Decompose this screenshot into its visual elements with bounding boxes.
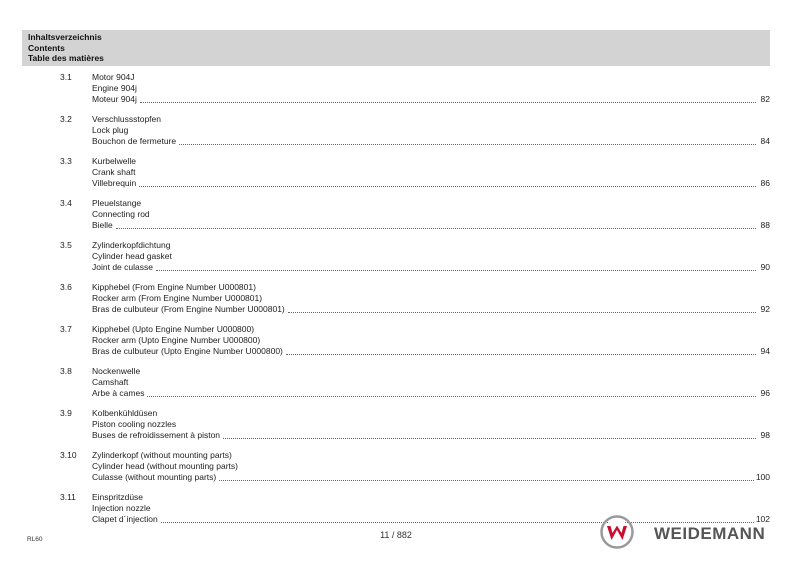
toc-entry[interactable] xyxy=(22,363,770,405)
toc-entry[interactable] xyxy=(22,447,770,489)
toc-entry[interactable] xyxy=(22,237,770,279)
dot-leader xyxy=(288,311,756,313)
toc-entry-title-de: Motor 904J xyxy=(92,72,135,82)
toc-entry-page[interactable]: 94 xyxy=(760,346,770,356)
toc-list xyxy=(22,69,770,531)
toc-entry-page[interactable]: 102 xyxy=(755,514,770,524)
toc-entry-title-fr: Villebrequin xyxy=(92,178,137,188)
toc-entry-title-de: Kolbenkühldüsen xyxy=(92,408,158,418)
toc-entry-number: 3.10 xyxy=(60,450,77,460)
toc-entry-title-en: Camshaft xyxy=(92,377,129,387)
toc-entry-page[interactable]: 86 xyxy=(760,178,770,188)
toc-entry-title-de: Kipphebel (Upto Engine Number U000800) xyxy=(92,324,255,334)
toc-entry-title-fr: Joint de culasse xyxy=(92,262,153,272)
toc-entry-number: 3.7 xyxy=(60,324,72,334)
toc-entry-title-en: Lock plug xyxy=(92,125,129,135)
toc-entry-title-en: Cylinder head (without mounting parts) xyxy=(92,461,238,471)
toc-entry-title-fr: Bielle xyxy=(92,220,113,230)
toc-entry-title-de: Einspritzdüse xyxy=(92,492,144,502)
toc-entry-title-fr: Bras de culbuteur (From Engine Number U000801) xyxy=(92,304,285,314)
dot-leader xyxy=(161,521,754,523)
toc-entry-title-en: Crank shaft xyxy=(92,167,136,177)
toc-entry[interactable] xyxy=(22,153,770,195)
toc-entry-title-de: Zylinderkopf (without mounting parts) xyxy=(92,450,232,460)
toc-entry-title-de: Nockenwelle xyxy=(92,366,141,376)
weidemann-logo-icon xyxy=(600,515,634,549)
toc-entry-title-fr: Bouchon de fermeture xyxy=(92,136,177,146)
toc-entry-page[interactable]: 82 xyxy=(760,94,770,104)
toc-entry-title-en: Connecting rod xyxy=(92,209,150,219)
document-code: RL60 xyxy=(27,536,43,543)
toc-entry[interactable] xyxy=(22,405,770,447)
toc-entry-title-de: Zylinderkopfdichtung xyxy=(92,240,171,250)
toc-entry-number: 3.9 xyxy=(60,408,72,418)
toc-entry-title-en: Rocker arm (From Engine Number U000801) xyxy=(92,293,263,303)
toc-entry-number: 3.4 xyxy=(60,198,72,208)
toc-entry-title-en: Piston cooling nozzles xyxy=(92,419,177,429)
toc-entry-number: 3.6 xyxy=(60,282,72,292)
dot-leader xyxy=(223,437,756,439)
toc-entry-title-fr: Clapet d´injection xyxy=(92,514,158,524)
toc-entry-title-de: Kipphebel (From Engine Number U000801) xyxy=(92,282,256,292)
dot-leader xyxy=(179,143,756,145)
toc-entry-title-de: Verschlussstopfen xyxy=(92,114,161,124)
toc-entry[interactable] xyxy=(22,321,770,363)
toc-entry-title-fr: Moteur 904j xyxy=(92,94,137,104)
toc-entry-number: 3.8 xyxy=(60,366,72,376)
toc-entry-title-en: Cylinder head gasket xyxy=(92,251,172,261)
header-title-de: Inhaltsverzeichnis xyxy=(28,32,102,42)
toc-entry-page[interactable]: 100 xyxy=(755,472,770,482)
toc-entry-title-fr: Buses de refroidissement à piston xyxy=(92,430,221,440)
toc-entry-title-fr: Bras de culbuteur (Upto Engine Number U000800) xyxy=(92,346,283,356)
toc-entry-number: 3.3 xyxy=(60,156,72,166)
toc-entry-page[interactable]: 98 xyxy=(760,430,770,440)
toc-entry-number: 3.2 xyxy=(60,114,72,124)
toc-entry-title-en: Engine 904j xyxy=(92,83,137,93)
dot-leader xyxy=(116,227,756,229)
header-title-fr: Table des matières xyxy=(28,53,104,63)
toc-entry-number: 3.11 xyxy=(60,492,76,502)
toc-entry-title-en: Injection nozzle xyxy=(92,503,151,513)
dot-leader xyxy=(156,269,756,271)
toc-entry-page[interactable]: 88 xyxy=(760,220,770,230)
toc-entry-title-de: Pleuelstange xyxy=(92,198,142,208)
toc-entry-page[interactable]: 90 xyxy=(760,262,770,272)
toc-entry-title-fr: Arbe à cames xyxy=(92,388,145,398)
dot-leader xyxy=(219,479,754,481)
dot-leader xyxy=(139,185,756,187)
brand-name: WEIDEMANN xyxy=(654,524,766,543)
header-title-en: Contents xyxy=(28,42,65,53)
toc-entry-number: 3.5 xyxy=(60,240,72,250)
toc-entry-number: 3.1 xyxy=(60,72,72,82)
toc-entry-page[interactable]: 92 xyxy=(760,304,770,314)
dot-leader xyxy=(147,395,756,397)
page-indicator: 11 / 882 xyxy=(380,530,412,540)
toc-entry[interactable] xyxy=(22,69,770,111)
dot-leader xyxy=(286,353,756,355)
toc-entry[interactable] xyxy=(22,195,770,237)
toc-entry-title-fr: Culasse (without mounting parts) xyxy=(92,472,217,482)
toc-entry[interactable] xyxy=(22,111,770,153)
toc-entry-title-de: Kurbelwelle xyxy=(92,156,136,166)
toc-entry[interactable] xyxy=(22,279,770,321)
toc-entry-page[interactable]: 96 xyxy=(760,388,770,398)
toc-entry-title-en: Rocker arm (Upto Engine Number U000800) xyxy=(92,335,261,345)
toc-entry-page[interactable]: 84 xyxy=(760,136,770,146)
dot-leader xyxy=(140,101,756,103)
toc-header xyxy=(22,30,770,66)
